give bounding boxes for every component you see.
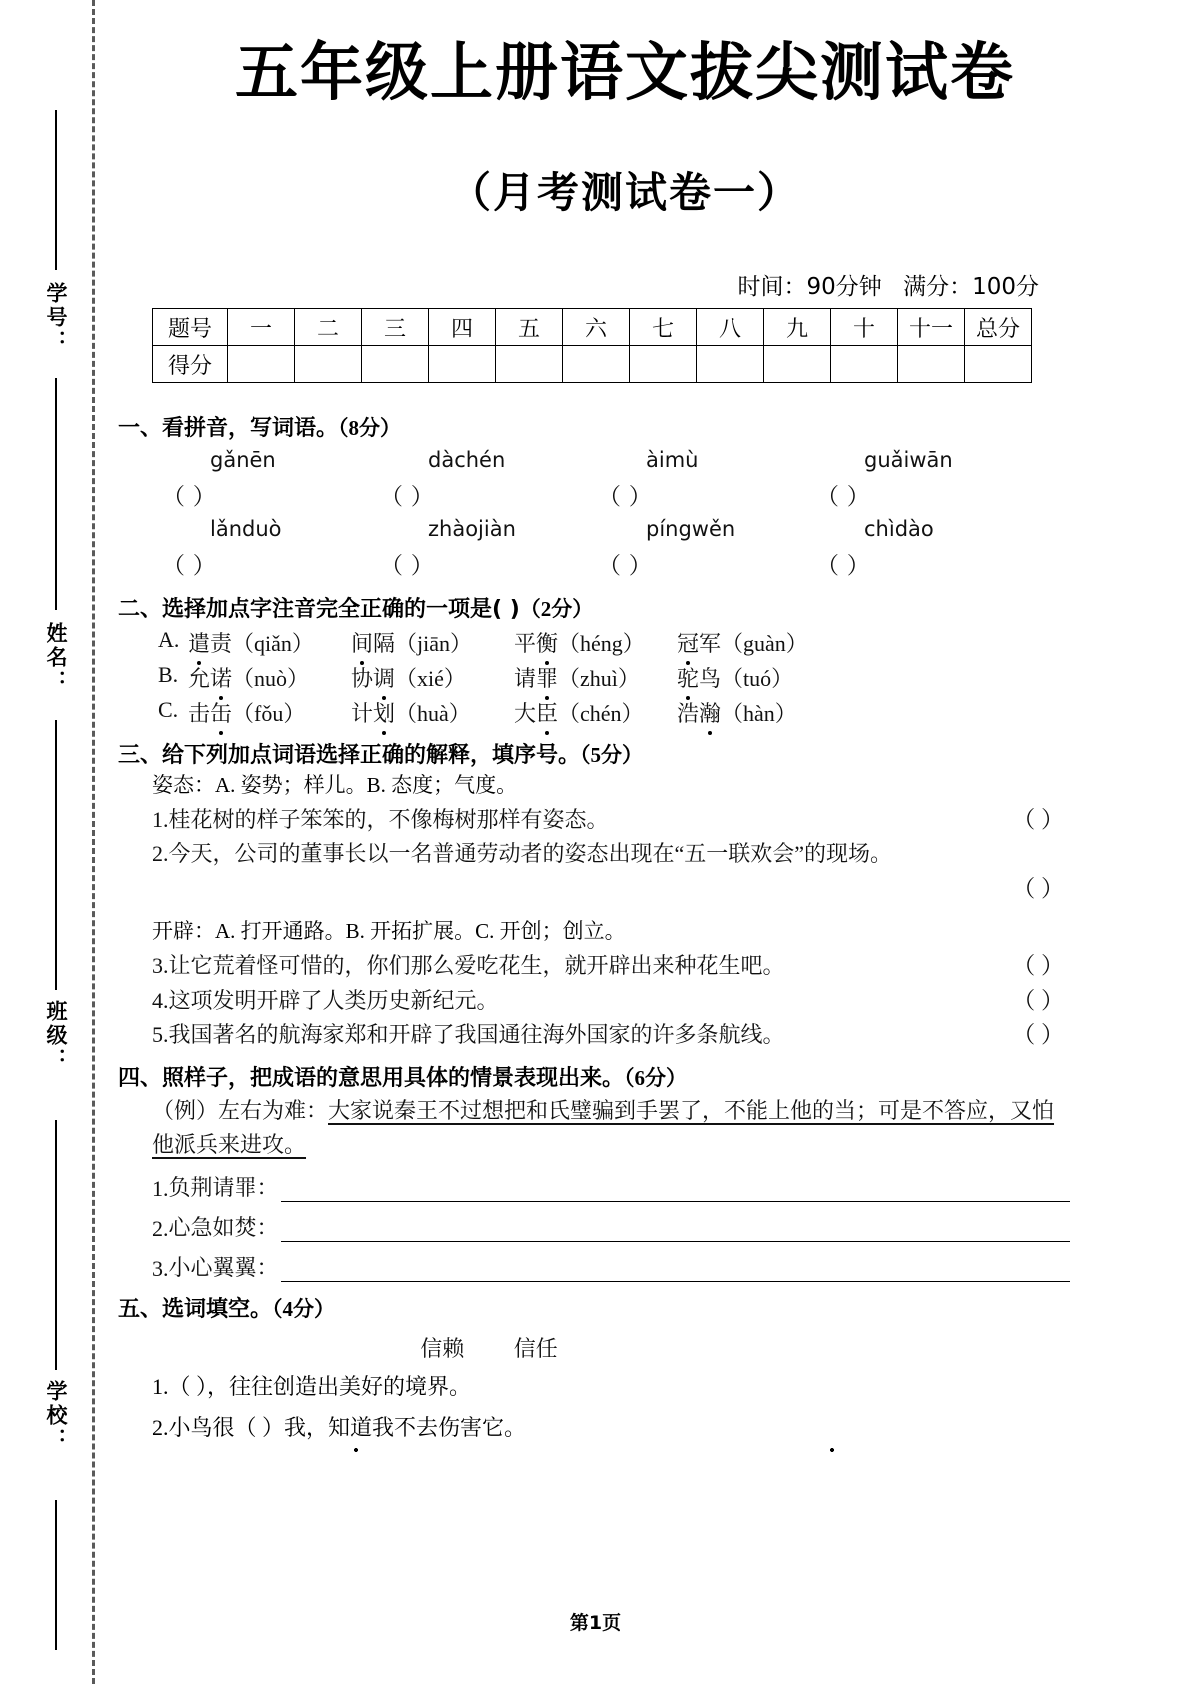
answer-parens[interactable]: （ ） bbox=[598, 553, 653, 578]
answer-line[interactable] bbox=[281, 1219, 1070, 1242]
score-input-total[interactable] bbox=[965, 346, 1032, 383]
mc-char: 浩 bbox=[677, 701, 700, 726]
mc-char: 责 bbox=[210, 631, 233, 656]
pinyin-answer-row-2 bbox=[118, 547, 1070, 580]
score-col-7: 七 bbox=[630, 309, 697, 346]
answer-parens-wrapped[interactable] bbox=[118, 870, 1070, 903]
mc-char: 大 bbox=[514, 701, 537, 726]
word-bank bbox=[118, 1332, 1070, 1363]
answer-cell[interactable] bbox=[162, 547, 380, 580]
score-table-row-label-1: 题号 bbox=[153, 309, 228, 346]
mc-item bbox=[677, 697, 840, 728]
section-5-points: （4分） bbox=[272, 1296, 336, 1321]
mc-item bbox=[351, 627, 514, 658]
score-col-2: 二 bbox=[295, 309, 362, 346]
mc-pinyin: （chén） bbox=[558, 701, 644, 726]
dotted-word: 开辟 bbox=[586, 953, 631, 979]
exam-meta bbox=[724, 268, 1040, 301]
mc-option-c-label: C. bbox=[158, 697, 179, 722]
pinyin-text: lǎnduò bbox=[210, 517, 282, 541]
mc-char: 计 bbox=[351, 701, 374, 726]
score-col-6: 六 bbox=[563, 309, 630, 346]
pinyin-text: dàchén bbox=[428, 448, 506, 472]
question-text bbox=[152, 837, 892, 870]
question-body: 我国著名的航海家郑和 bbox=[168, 1022, 389, 1048]
answer-cell[interactable] bbox=[598, 478, 816, 511]
idiom-label: 负荆请罪： bbox=[168, 1174, 279, 1200]
score-input-6[interactable] bbox=[563, 346, 630, 383]
mc-pinyin: （qiǎn） bbox=[232, 631, 314, 656]
score-col-11: 十一 bbox=[898, 309, 965, 346]
mc-pinyin: （nuò） bbox=[232, 666, 310, 691]
question-number: 2. bbox=[152, 841, 169, 867]
margin-label-name: 姓名： bbox=[44, 622, 68, 694]
pinyin-cell bbox=[598, 448, 816, 472]
question-body: 桂花树的样子笨笨的，不像梅树那样有 bbox=[168, 806, 543, 832]
section-5-title: 五、选词填空。 bbox=[118, 1296, 273, 1322]
question-number: 1. bbox=[152, 806, 169, 832]
dotted-char: 缶 bbox=[210, 697, 232, 728]
mc-option-b-label: B. bbox=[158, 662, 179, 687]
answer-cell[interactable] bbox=[380, 547, 598, 580]
question-number: 3. bbox=[152, 953, 169, 979]
score-col-5: 五 bbox=[496, 309, 563, 346]
mc-item bbox=[188, 662, 351, 693]
question-tail: 了我国通往海外国家的许多条航线。 bbox=[432, 1022, 785, 1048]
mc-item bbox=[514, 697, 677, 728]
mc-char: 请 bbox=[514, 666, 537, 691]
dotted-char: 驼 bbox=[677, 662, 699, 693]
mc-option-b[interactable] bbox=[118, 662, 1070, 693]
mc-option-a[interactable] bbox=[118, 627, 1070, 658]
mc-item bbox=[351, 697, 514, 728]
fill-question-text[interactable]: 小鸟很（ ）我，知道我不去伤害它。 bbox=[168, 1415, 527, 1441]
question-text bbox=[152, 949, 785, 984]
mc-option-a-label: A. bbox=[158, 627, 180, 652]
mc-item bbox=[351, 662, 514, 693]
pinyin-text: àimù bbox=[646, 448, 699, 472]
section-5-heading bbox=[118, 1292, 1070, 1323]
pinyin-text: guǎiwān bbox=[864, 448, 953, 472]
word-bank-option-2[interactable]: 信任 bbox=[513, 1335, 558, 1361]
margin-field-name bbox=[28, 622, 84, 699]
answer-cell[interactable] bbox=[816, 547, 1034, 580]
idiom-label: 小心翼翼： bbox=[168, 1254, 279, 1280]
mc-item bbox=[677, 662, 840, 693]
dotted-char: 遣 bbox=[188, 627, 210, 658]
answer-parens[interactable]: （ ） bbox=[162, 553, 217, 578]
dotted-word: 开辟 bbox=[388, 1022, 433, 1048]
section-1-title: 一、看拼音，写词语。 bbox=[118, 416, 339, 441]
answer-parens[interactable]: （ ） bbox=[1012, 876, 1064, 902]
margin-rule-2 bbox=[55, 378, 57, 610]
dotted-char: 间 bbox=[351, 627, 373, 658]
question-tail: 。 bbox=[586, 806, 609, 832]
mc-item bbox=[188, 627, 351, 658]
idiom-number: 2. bbox=[152, 1215, 169, 1241]
score-input-2[interactable] bbox=[295, 346, 362, 383]
idiom-number: 3. bbox=[152, 1255, 169, 1281]
mc-char: 击 bbox=[188, 701, 211, 726]
mc-option-c[interactable] bbox=[118, 697, 1070, 728]
margin-rule-4 bbox=[55, 1120, 57, 1370]
section-3-heading bbox=[118, 738, 1070, 769]
dotted-char: 划 bbox=[373, 697, 395, 728]
mc-char: 军 bbox=[699, 631, 722, 656]
mc-char: 隔 bbox=[373, 631, 396, 656]
dotted-char: 瀚 bbox=[699, 697, 721, 728]
answer-parens[interactable]: （ ） bbox=[162, 484, 217, 509]
mc-item bbox=[188, 697, 351, 728]
section-2-title: 二、选择加点字注音完全正确的一项是( ) bbox=[118, 597, 520, 622]
margin-rule-3 bbox=[55, 720, 57, 990]
question-row bbox=[118, 949, 1070, 984]
pinyin-cell bbox=[816, 448, 1034, 472]
answer-parens[interactable]: （ ） bbox=[380, 484, 435, 509]
idiom-row bbox=[118, 1171, 1070, 1202]
pinyin-cell bbox=[380, 448, 598, 472]
answer-parens[interactable]: （ ） bbox=[816, 484, 871, 509]
score-input-1[interactable] bbox=[228, 346, 295, 383]
score-col-10: 十 bbox=[831, 309, 898, 346]
margin-field-school bbox=[28, 1380, 84, 1457]
question-body: 让它荒着怪可惜的，你们那么爱吃花生，就 bbox=[168, 953, 587, 979]
example-answer-text: 大家说秦王不过想把和氏璧骗到手罢了，不能上他的当；可是不答应，又怕他派兵来进攻。 bbox=[152, 1097, 1055, 1157]
mc-pinyin: （héng） bbox=[558, 631, 645, 656]
pinyin-cell bbox=[162, 517, 380, 541]
section-1-points: （8分） bbox=[338, 416, 402, 440]
margin-field-student-id bbox=[28, 282, 84, 359]
margin-info-column bbox=[28, 0, 84, 1684]
mc-char: 平 bbox=[514, 631, 537, 656]
mc-item bbox=[514, 662, 677, 693]
page-title: 五年级上册语文拔尖测试卷 bbox=[235, 36, 1015, 109]
mc-pinyin: （tuó） bbox=[721, 666, 794, 691]
answer-parens[interactable]: （ ） bbox=[1012, 1022, 1064, 1048]
page-footer: 第1页 bbox=[569, 1612, 622, 1634]
mc-pinyin: （xié） bbox=[395, 666, 466, 691]
score-input-5[interactable] bbox=[496, 346, 563, 383]
answer-cell[interactable] bbox=[598, 547, 816, 580]
pinyin-cell bbox=[162, 448, 380, 472]
question-tail: 出现在“五一联欢会”的现场。 bbox=[608, 841, 893, 867]
score-col-9: 九 bbox=[764, 309, 831, 346]
page-subtitle: （月考测试卷一） bbox=[448, 168, 801, 217]
score-table bbox=[152, 308, 1032, 383]
dotted-char: 罪 bbox=[536, 662, 558, 693]
score-table-row-label-2: 得分 bbox=[153, 346, 228, 383]
question-number: 5. bbox=[152, 1022, 169, 1048]
pinyin-cell bbox=[816, 517, 1034, 541]
section-2-points: （2分） bbox=[519, 597, 594, 621]
question-row bbox=[118, 837, 1070, 870]
question-body: 这项发明 bbox=[168, 987, 257, 1013]
question-number: 4. bbox=[152, 987, 169, 1013]
margin-label-class: 班级： bbox=[44, 1000, 68, 1072]
dotted-char: 冠 bbox=[677, 627, 699, 658]
pinyin-row-2 bbox=[118, 517, 1070, 541]
answer-cell[interactable] bbox=[380, 478, 598, 511]
margin-rule-1 bbox=[55, 110, 57, 270]
margin-label-student-id: 学号： bbox=[44, 282, 68, 354]
answer-line[interactable] bbox=[281, 1259, 1070, 1282]
score-col-1: 一 bbox=[228, 309, 295, 346]
margin-label-school: 学校： bbox=[44, 1380, 68, 1452]
example-sentence bbox=[118, 1094, 1070, 1162]
mc-item bbox=[514, 627, 677, 658]
score-input-10[interactable] bbox=[831, 346, 898, 383]
section-1-heading bbox=[118, 411, 1070, 442]
pinyin-text: zhàojiàn bbox=[428, 517, 516, 541]
score-col-8: 八 bbox=[697, 309, 764, 346]
dotted-word: 姿态 bbox=[564, 841, 609, 867]
answer-parens[interactable]: （ ） bbox=[380, 553, 435, 578]
idiom-row bbox=[118, 1251, 1070, 1282]
definition-kaipi: 开辟：A. 打开通路。B. 开拓扩展。C. 开创；创立。 bbox=[152, 919, 626, 944]
answer-parens[interactable]: （ ） bbox=[1012, 953, 1064, 979]
score-col-4: 四 bbox=[429, 309, 496, 346]
pinyin-cell bbox=[380, 517, 598, 541]
pinyin-text: gǎnēn bbox=[210, 448, 276, 472]
dotted-char: 臣 bbox=[536, 697, 558, 728]
mc-char: 协 bbox=[351, 666, 374, 691]
pinyin-row-1 bbox=[118, 448, 1070, 472]
score-table-head-row bbox=[153, 309, 1032, 346]
mc-pinyin: （jiān） bbox=[395, 631, 473, 656]
exam-body bbox=[118, 404, 1070, 1445]
idiom-label: 心急如焚： bbox=[168, 1214, 279, 1240]
fill-question-text[interactable]: （ ），往往创造出美好的境界。 bbox=[168, 1373, 472, 1399]
section-3-title: 三、给下列加点词语选择正确的解释，填序号。 bbox=[118, 743, 581, 768]
mc-item bbox=[677, 627, 840, 658]
section-4-heading bbox=[118, 1061, 1070, 1092]
exam-total-label: 满分：100分 bbox=[903, 274, 1039, 300]
answer-cell[interactable] bbox=[816, 478, 1034, 511]
answer-parens[interactable]: （ ） bbox=[1012, 987, 1064, 1013]
question-tail: 了人类历史新纪元。 bbox=[300, 987, 499, 1013]
word-bank-option-1[interactable]: 信赖 bbox=[420, 1335, 465, 1361]
score-input-7[interactable] bbox=[630, 346, 697, 383]
definition-zitai: 姿态：A. 姿势；样儿。B. 态度；气度。 bbox=[152, 773, 518, 797]
mc-char: 允 bbox=[188, 666, 211, 691]
section-2-heading bbox=[118, 592, 1070, 623]
score-table-score-row bbox=[153, 346, 1032, 383]
score-input-3[interactable] bbox=[362, 346, 429, 383]
section-4-title: 四、照样子，把成语的意思用具体的情景表现出来。 bbox=[118, 1065, 625, 1091]
score-input-8[interactable] bbox=[697, 346, 764, 383]
question-row bbox=[118, 1018, 1070, 1053]
mc-pinyin: （zhuì） bbox=[558, 666, 640, 691]
dotted-char: 衡 bbox=[536, 627, 558, 658]
question-text bbox=[152, 1018, 785, 1053]
fill-question-row bbox=[118, 1371, 1070, 1402]
pinyin-answer-row-1 bbox=[118, 478, 1070, 511]
question-body: 今天，公司的董事长以一名普通劳动者的 bbox=[168, 841, 565, 867]
idiom-row bbox=[118, 1211, 1070, 1242]
dashed-cut-line bbox=[92, 0, 95, 1684]
pinyin-text: píngwěn bbox=[646, 517, 736, 541]
margin-field-class bbox=[28, 1000, 84, 1077]
mc-pinyin: （guàn） bbox=[721, 631, 808, 656]
score-input-11[interactable] bbox=[898, 346, 965, 383]
dotted-word: 姿态 bbox=[542, 806, 587, 832]
question-tail: 出来种花生吧。 bbox=[630, 953, 785, 979]
question-text bbox=[152, 984, 499, 1019]
section-3-points: （5分） bbox=[580, 743, 644, 767]
score-input-4[interactable] bbox=[429, 346, 496, 383]
score-input-9[interactable] bbox=[764, 346, 831, 383]
answer-parens[interactable]: （ ） bbox=[816, 553, 871, 578]
pinyin-text: chìdào bbox=[864, 517, 934, 541]
pinyin-cell bbox=[598, 517, 816, 541]
score-col-total: 总分 bbox=[965, 309, 1032, 346]
fill-question-number: 2. bbox=[152, 1415, 169, 1441]
mc-pinyin: （huà） bbox=[395, 701, 471, 726]
section-4-points: （6分） bbox=[624, 1065, 688, 1090]
example-prefix: （例）左右为难： bbox=[152, 1097, 329, 1123]
question-row bbox=[118, 803, 1070, 838]
question-text bbox=[152, 803, 609, 838]
answer-cell[interactable] bbox=[162, 478, 380, 511]
fill-question-number: 1. bbox=[152, 1373, 169, 1399]
mc-pinyin: （fǒu） bbox=[232, 701, 306, 726]
exam-time-label: 时间：90分钟 bbox=[737, 274, 882, 300]
fill-question-row bbox=[118, 1412, 1070, 1443]
dotted-word: 开辟 bbox=[256, 987, 301, 1013]
answer-parens[interactable]: （ ） bbox=[1012, 806, 1064, 832]
answer-line[interactable] bbox=[281, 1179, 1070, 1202]
dotted-char: 诺 bbox=[210, 662, 232, 693]
mc-char: 鸟 bbox=[699, 666, 722, 691]
question-row bbox=[118, 984, 1070, 1019]
score-col-3: 三 bbox=[362, 309, 429, 346]
idiom-number: 1. bbox=[152, 1175, 169, 1201]
answer-parens[interactable]: （ ） bbox=[598, 484, 653, 509]
dotted-char: 调 bbox=[373, 662, 395, 693]
mc-pinyin: （hàn） bbox=[721, 701, 797, 726]
